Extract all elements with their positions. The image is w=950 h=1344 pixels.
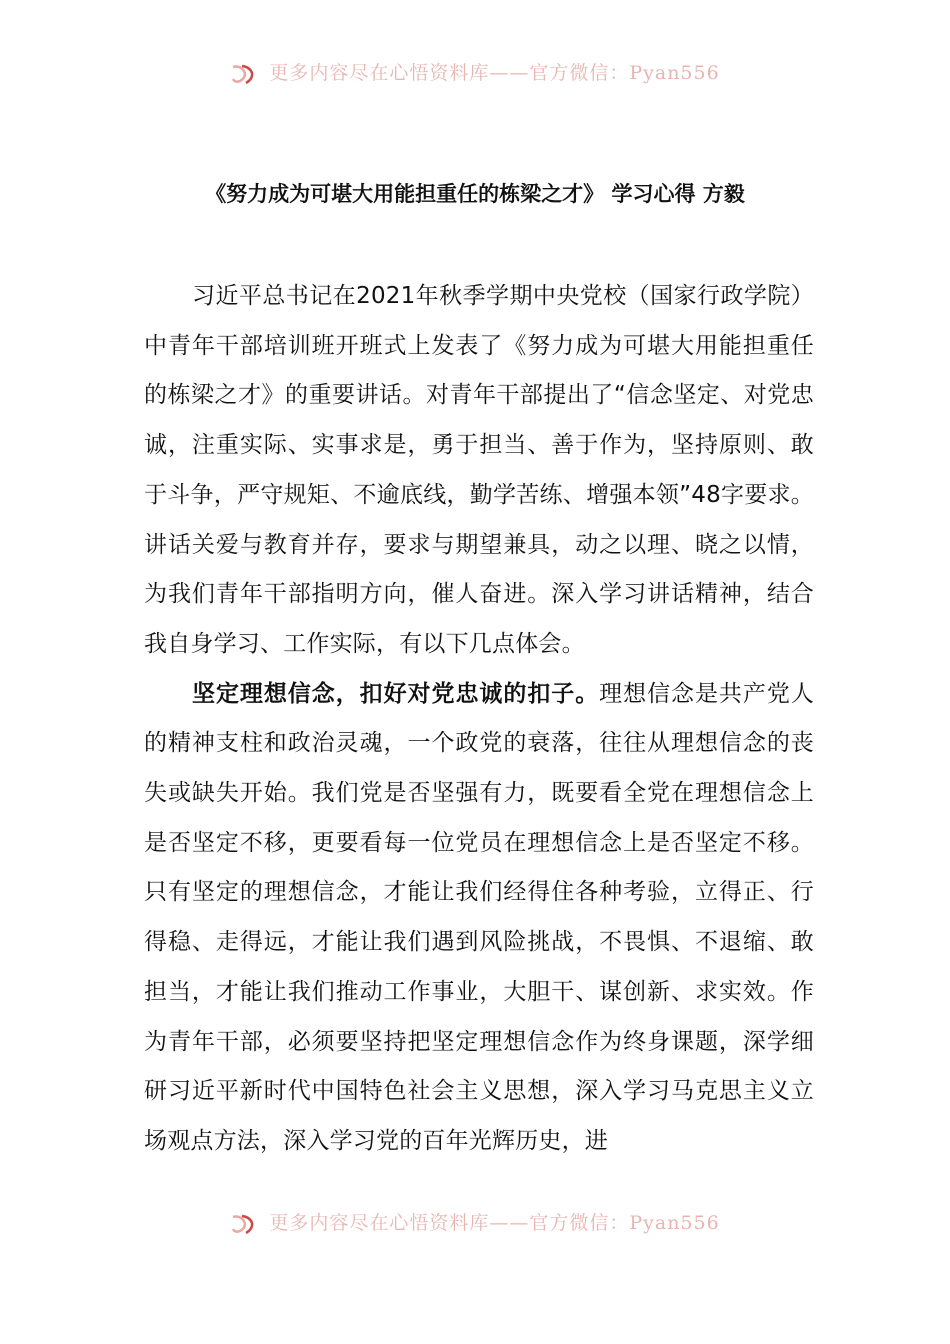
- watermark-footer: [0, 1206, 950, 1234]
- paragraph-text: 习近平总书记在2021年秋季学期中央党校（国家行政学院）中青年干部培训班开班式上发表了《努力成为可堪大用能担重任的栋梁之才》的重要讲话。对青年干部提出了“信念坚定、对党忠诚，注重实际、实事求是，勇于担当、善于作为，坚持原则、敢于斗争，严守规矩、不逾底线，勤学苦练、增强本领”48字要求。讲话关爱与教育并存，要求与期望兼具，动之以理、晓之以情，为我们青年干部指明方向，催人奋进。深入学习讲话精神，结合我自身学习、工作实际，有以下几点体会。: [144, 283, 814, 657]
- paragraph-lead: 坚定理想信念，扣好对党忠诚的扣子。: [192, 680, 600, 707]
- watermark-text: 更多内容尽在心悟资料库——官方微信：Pyan556: [269, 1212, 720, 1234]
- watermark-text: 更多内容尽在心悟资料库——官方微信：Pyan556: [269, 62, 720, 84]
- document-body: [144, 272, 814, 1167]
- paragraph-text: 理想信念是共产党人的精神支柱和政治灵魂，一个政党的衰落，往往从理想信念的丧失或缺失开始。我们党是否坚强有力，既要看全党在理想信念上是否坚定不移，更要看每一位党员在理想信念上是否坚定不移。只有坚定的理想信念，才能让我们经得住各种考验，立得正、行得稳、走得远，才能让我们遇到风险挑战，不畏惧、不退缩、敢担当，才能让我们推动工作事业，大胆干、谋创新、求实效。作为青年干部，必须要坚持把坚定理想信念作为终身课题，深学细研习近平新时代中国特色社会主义思想，深入学习马克思主义立场观点方法，深入学习党的百年光辉历史，进: [144, 680, 814, 1154]
- logo-icon: [230, 1213, 256, 1234]
- paragraph-intro: [144, 272, 814, 670]
- document-title: 《努力成为可堪大用能担重任的栋梁之才》 学习心得 方毅: [205, 182, 745, 206]
- paragraph-section-1: [144, 670, 814, 1167]
